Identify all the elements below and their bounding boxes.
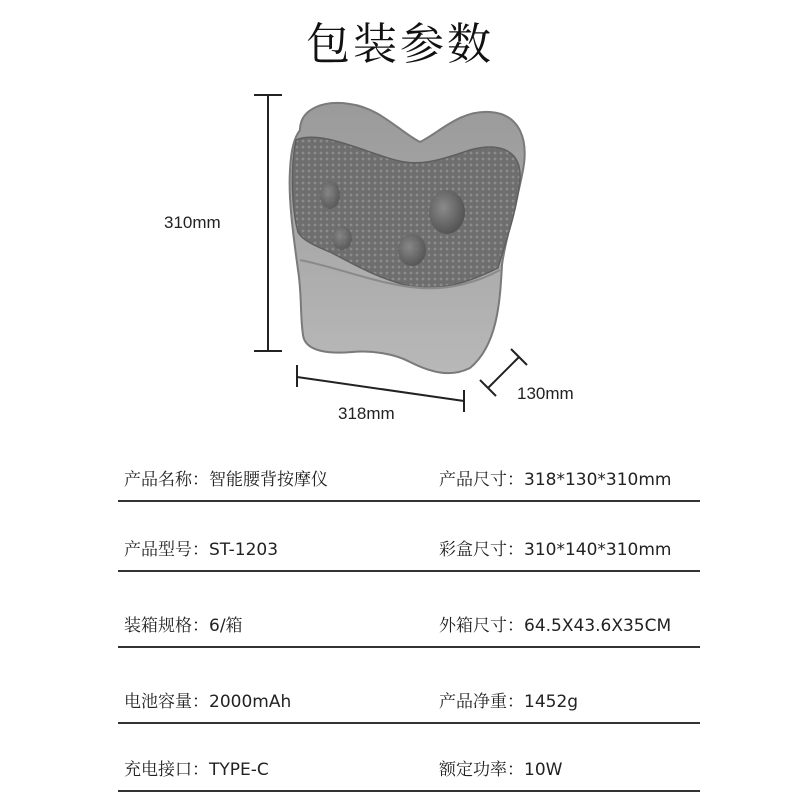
page-title: 包装参数 [306,19,494,70]
spec-row [118,440,700,502]
width-label: 318mm [338,404,395,423]
spec-left: 充电接口：TYPE-C [124,760,269,780]
massage-node [429,190,465,234]
spec-row [118,662,700,724]
spec-row [118,586,700,648]
height-dimension-line [254,95,282,351]
spec-left: 产品名称：智能腰背按摩仪 [124,470,328,490]
spec-left: 产品型号：ST-1203 [124,540,279,560]
massage-node [320,181,340,209]
spec-right: 彩盒尺寸：310*140*310mm [439,540,672,560]
massage-node [332,226,352,250]
spec-left: 电池容量：2000mAh [124,692,292,712]
spec-right: 产品尺寸：318*130*310mm [439,470,672,490]
spec-row [118,730,700,792]
spec-left: 装箱规格：6/箱 [124,616,243,636]
spec-right: 产品净重：1452g [439,692,579,712]
massage-node [398,234,426,266]
height-label: 310mm [164,213,221,232]
spec-table [0,440,800,800]
depth-label: 130mm [517,384,574,403]
spec-right: 外箱尺寸：64.5X43.6X35CM [439,616,672,636]
spec-right: 额定功率：10W [439,760,563,780]
spec-row [118,510,700,572]
